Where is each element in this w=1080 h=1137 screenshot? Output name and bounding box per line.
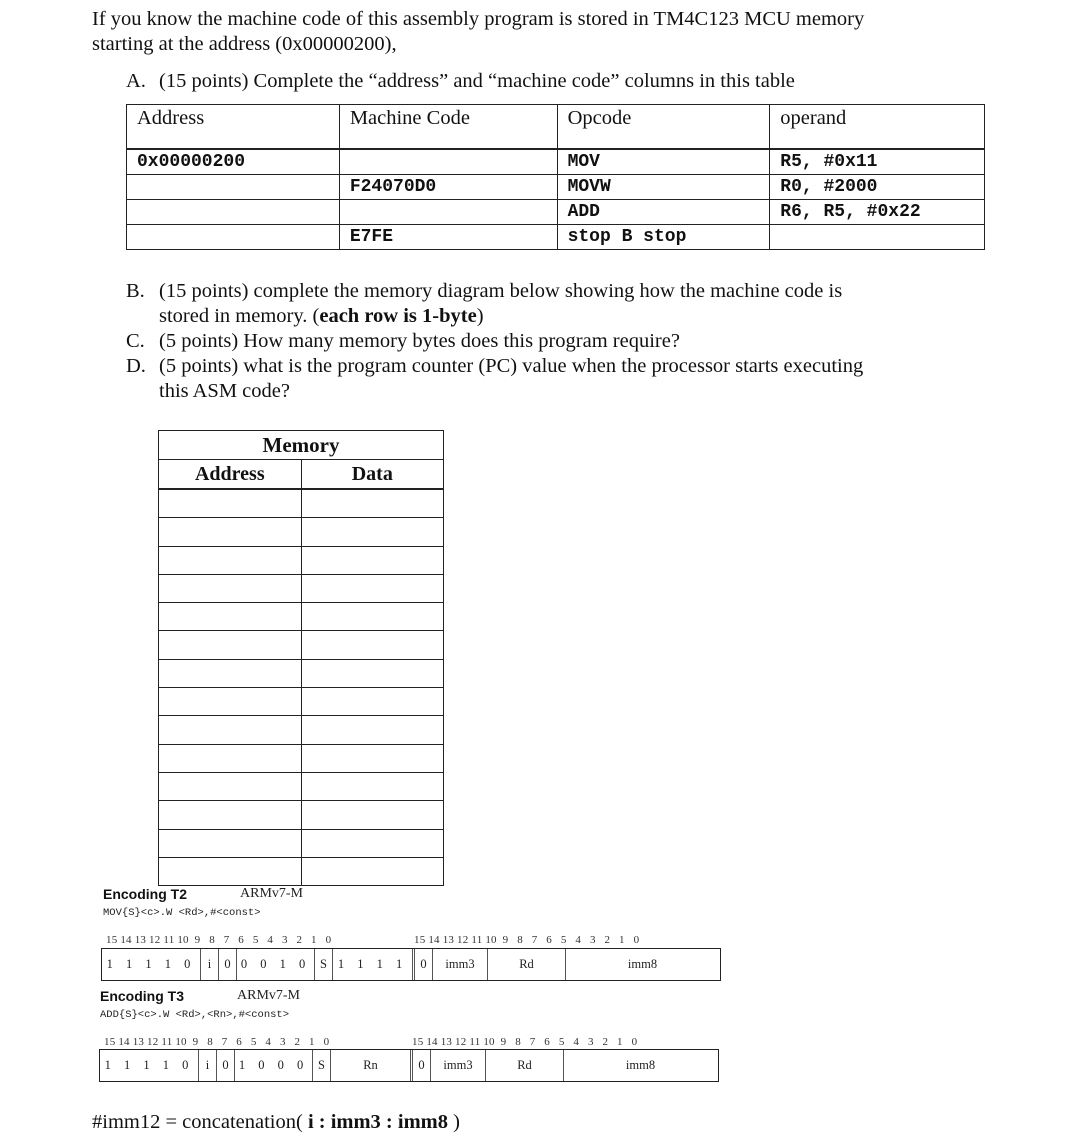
part-c-text: (5 points) How many memory bytes does this program require? <box>159 330 680 352</box>
memory-data-cell[interactable] <box>301 857 443 885</box>
t3-field: imm8 <box>625 1058 656 1072</box>
cell-machine-code[interactable]: F24070D0 <box>339 175 557 200</box>
cell-operand: R5, #0x11 <box>770 149 985 175</box>
memory-row <box>159 574 444 602</box>
t2-field: 0 <box>219 949 237 980</box>
table-row <box>127 175 985 200</box>
memory-data-cell[interactable] <box>301 829 443 857</box>
table-row <box>127 200 985 225</box>
cell-opcode: stop B stop <box>557 225 770 250</box>
memory-data-cell[interactable] <box>301 716 443 744</box>
cell-operand <box>770 225 985 250</box>
memory-row <box>159 688 444 716</box>
memory-row <box>159 857 444 885</box>
memory-row <box>159 603 444 631</box>
t2-field: i <box>201 949 219 980</box>
encoding-t3-bits-hi: 15 14 13 12 11 10 9 8 7 6 5 4 3 2 1 0 <box>104 1036 330 1048</box>
encoding-t2-syntax: MOV{S}<c>.W <Rd>,#<const> <box>103 907 261 919</box>
memory-row <box>159 801 444 829</box>
t2-field: Rd <box>488 949 566 980</box>
memory-row <box>159 716 444 744</box>
part-c-label: C. <box>126 330 145 352</box>
memory-address-cell[interactable] <box>159 829 302 857</box>
part-a-label: A. <box>126 70 146 92</box>
table-row <box>127 225 985 250</box>
cell-address[interactable] <box>127 225 340 250</box>
memory-header-address: Address <box>159 460 302 490</box>
memory-address-cell[interactable] <box>159 659 302 687</box>
encoding-t2-bits-hi: 15 14 13 12 11 10 9 8 7 6 5 4 3 2 1 0 <box>106 934 332 946</box>
memory-row <box>159 518 444 546</box>
t2-field: S <box>315 949 333 980</box>
cell-opcode: MOVW <box>557 175 770 200</box>
part-b-text <box>159 279 842 329</box>
part-b-line-2 <box>159 304 842 329</box>
memory-data-cell[interactable] <box>301 489 443 518</box>
part-b-line-1: (15 points) complete the memory diagram below showing how the machine code is <box>159 280 843 302</box>
cell-address[interactable] <box>127 200 340 225</box>
header-operand: operand <box>770 105 985 150</box>
memory-address-cell[interactable] <box>159 489 302 518</box>
memory-address-cell[interactable] <box>159 772 302 800</box>
t3-field: Rn <box>331 1050 413 1081</box>
t3-field: 0 <box>413 1050 431 1081</box>
t3-field: 1 0 0 0 <box>235 1050 313 1081</box>
memory-title: Memory <box>159 431 444 460</box>
t3-field: i <box>199 1050 217 1081</box>
part-b-label: B. <box>126 280 145 302</box>
part-d-text <box>159 354 863 404</box>
intro-line-2: starting at the address (0x00000200), <box>92 33 397 55</box>
encoding-t3-bits-lo: 15 14 13 12 11 10 9 8 7 6 5 4 3 2 1 0 <box>412 1036 638 1048</box>
t3-field: imm3 <box>431 1050 486 1081</box>
t2-field: imm8 <box>627 957 658 971</box>
memory-address-cell[interactable] <box>159 744 302 772</box>
cell-machine-code[interactable] <box>339 149 557 175</box>
cell-machine-code[interactable] <box>339 200 557 225</box>
part-b-line-2c: ) <box>476 305 484 327</box>
t3-field: Rd <box>486 1050 564 1081</box>
memory-address-cell[interactable] <box>159 603 302 631</box>
memory-row <box>159 489 444 518</box>
memory-data-cell[interactable] <box>301 546 443 574</box>
cell-machine-code[interactable]: E7FE <box>339 225 557 250</box>
memory-data-cell[interactable] <box>301 772 443 800</box>
header-opcode: Opcode <box>557 105 770 150</box>
formula-bold: i : imm3 : imm8 <box>307 1111 448 1133</box>
part-d-label: D. <box>126 355 146 377</box>
part-a-text: (15 points) Complete the “address” and “machine code” columns in this table <box>159 70 795 92</box>
encoding-t2-diagram <box>101 948 721 981</box>
memory-row <box>159 659 444 687</box>
memory-data-cell[interactable] <box>301 518 443 546</box>
cell-address[interactable] <box>127 175 340 200</box>
memory-row <box>159 772 444 800</box>
encoding-t3-arch: ARMv7-M <box>237 988 301 1003</box>
t2-field: 0 <box>415 949 433 980</box>
t2-field: 1 1 1 1 0 <box>102 949 201 980</box>
part-d-line-2: this ASM code? <box>159 380 290 402</box>
t2-field: 1 1 1 1 <box>333 949 415 980</box>
table-row <box>127 149 985 175</box>
cell-opcode: MOV <box>557 149 770 175</box>
t3-field: 0 <box>217 1050 235 1081</box>
encoding-t2-title: Encoding T2 <box>103 886 187 902</box>
memory-data-cell[interactable] <box>301 688 443 716</box>
memory-row <box>159 631 444 659</box>
cell-address[interactable]: 0x00000200 <box>127 149 340 175</box>
memory-address-cell[interactable] <box>159 716 302 744</box>
instruction-table <box>126 104 985 250</box>
memory-data-cell[interactable] <box>301 574 443 602</box>
memory-data-cell[interactable] <box>301 659 443 687</box>
encoding-t3-syntax: ADD{S}<c>.W <Rd>,<Rn>,#<const> <box>100 1009 290 1021</box>
formula-suffix: ) <box>447 1111 460 1133</box>
memory-data-cell[interactable] <box>301 744 443 772</box>
memory-data-cell[interactable] <box>301 801 443 829</box>
memory-data-cell[interactable] <box>301 603 443 631</box>
memory-table <box>158 430 444 886</box>
memory-address-cell[interactable] <box>159 574 302 602</box>
cell-operand: R0, #2000 <box>770 175 985 200</box>
memory-address-cell[interactable] <box>159 631 302 659</box>
intro-text <box>92 7 864 57</box>
encoding-t3-diagram <box>99 1049 719 1082</box>
memory-address-cell[interactable] <box>159 546 302 574</box>
encoding-t2-arch: ARMv7-M <box>240 886 304 901</box>
formula-prefix: #imm12 = concatenation( <box>92 1111 308 1133</box>
t2-field: 0 0 1 0 <box>237 949 315 980</box>
cell-operand: R6, R5, #0x22 <box>770 200 985 225</box>
memory-data-cell[interactable] <box>301 631 443 659</box>
encoding-t3-title: Encoding T3 <box>100 988 184 1004</box>
encoding-t2-bits-lo: 15 14 13 12 11 10 9 8 7 6 5 4 3 2 1 0 <box>414 934 640 946</box>
header-machine-code: Machine Code <box>339 105 557 150</box>
memory-address-cell[interactable] <box>159 518 302 546</box>
memory-row <box>159 744 444 772</box>
t2-field: imm3 <box>433 949 488 980</box>
t3-field: 1 1 1 1 0 <box>100 1050 199 1081</box>
imm12-formula <box>92 1111 460 1134</box>
part-b-line-2a: stored in memory. ( <box>159 305 320 327</box>
part-d-line-1: (5 points) what is the program counter (PC) value when the processor starts executing <box>159 355 864 377</box>
memory-address-cell[interactable] <box>159 688 302 716</box>
memory-address-cell[interactable] <box>159 857 302 885</box>
part-b-bold: each row is 1-byte <box>319 305 477 327</box>
intro-line-1: If you know the machine code of this assembly program is stored in TM4C123 MCU memory <box>92 8 865 30</box>
memory-address-cell[interactable] <box>159 801 302 829</box>
memory-header-data: Data <box>301 460 443 490</box>
instruction-table-header <box>127 105 985 150</box>
cell-opcode: ADD <box>557 200 770 225</box>
t3-field: S <box>313 1050 331 1081</box>
header-address: Address <box>127 105 340 150</box>
memory-row <box>159 546 444 574</box>
memory-row <box>159 829 444 857</box>
